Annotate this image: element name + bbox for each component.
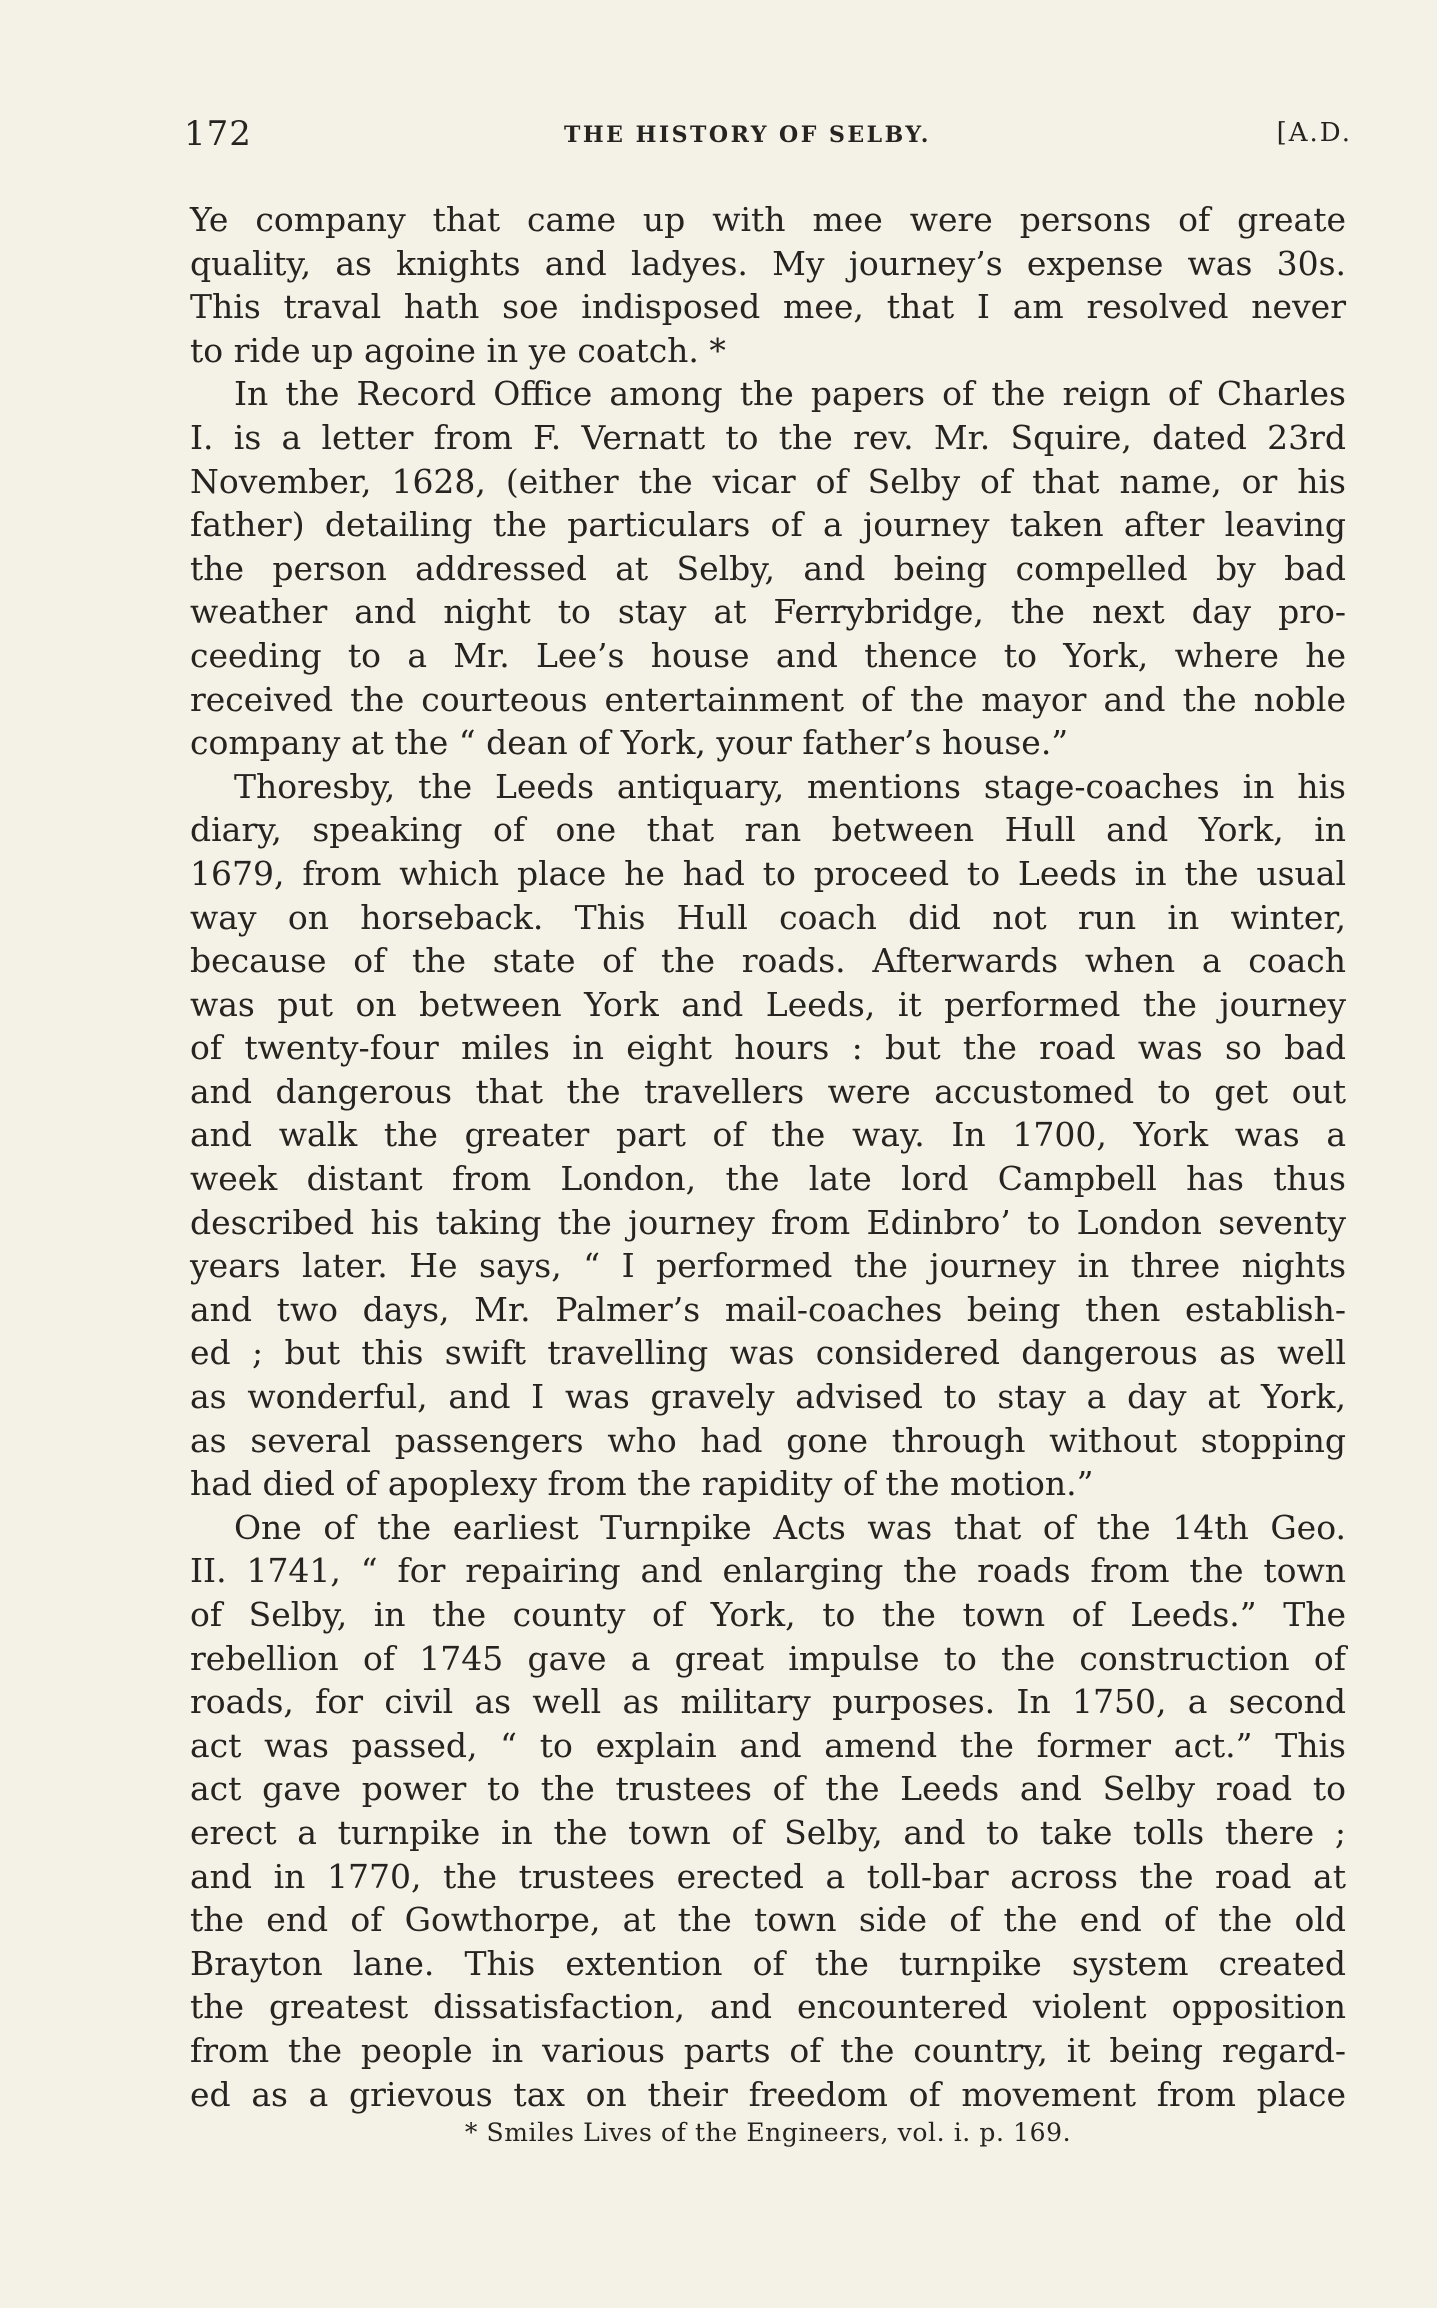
text-line: of Selby, in the county of York, to the town of Leeds.” The bbox=[190, 1595, 1346, 1634]
body-text bbox=[190, 198, 1346, 2116]
text-line: way on horseback. This Hull coach did not run in winter, bbox=[190, 897, 1346, 937]
text-line: Ye company that came up with mee were persons of greate bbox=[190, 200, 1346, 239]
text-line: had died of apoplexy from the rapidity of the motion.” bbox=[190, 1464, 1094, 1504]
text-line: was put on between York and Leeds, it performed the journey bbox=[190, 984, 1346, 1024]
text-line: One of the earliest Turnpike Acts was that of the 14th Geo. bbox=[234, 1507, 1346, 1547]
text-line: Thoresby, the Leeds antiquary, mentions stage-coaches in his bbox=[234, 766, 1346, 806]
text-line: Brayton lane. This extention of the turnpike system created bbox=[190, 1943, 1346, 1983]
text-line: described his taking the journey from Edinbro’ to London seventy bbox=[190, 1202, 1346, 1242]
text-line: roads, for civil as well as military purposes. In 1750, a second bbox=[190, 1682, 1346, 1722]
text-line: as wonderful, and I was gravely advised to stay a day at York, bbox=[190, 1377, 1346, 1417]
text-line: In the Record Office among the papers of the reign of Charles bbox=[234, 374, 1346, 414]
text-line: act gave power to the trustees of the Leeds and Selby road to bbox=[190, 1769, 1346, 1809]
text-line: ed ; but this swift travelling was considered dangerous as well bbox=[190, 1333, 1346, 1373]
text-line: 1679, from which place he had to proceed to Leeds in the usual bbox=[190, 853, 1346, 893]
text-line: as several passengers who had gone through without stopping bbox=[190, 1420, 1346, 1460]
text-line: father) detailing the particulars of a journey taken after leaving bbox=[190, 505, 1346, 545]
running-title: THE HISTORY OF SELBY. bbox=[564, 122, 931, 148]
text-line: the greatest dissatisfaction, and encountered violent opposition bbox=[190, 1987, 1346, 2027]
text-line: the person addressed at Selby, and being compelled by bad bbox=[190, 548, 1346, 588]
text-line: November, 1628, (either the vicar of Selby of that name, or his bbox=[190, 461, 1346, 501]
text-line: II. 1741, “ for repairing and enlarging the roads from the town bbox=[190, 1551, 1346, 1591]
text-line: quality, as knights and ladyes. My journey’s expense was 30s. bbox=[190, 243, 1346, 283]
text-line: rebellion of 1745 gave a great impulse to the construction of bbox=[190, 1638, 1346, 1678]
text-line: of twenty-four miles in eight hours : but the road was so bad bbox=[190, 1028, 1346, 1068]
text-line: and in 1770, the trustees erected a toll-bar across the road at bbox=[190, 1856, 1346, 1896]
section-mark: [A.D. bbox=[1276, 118, 1352, 148]
text-line: company at the “ dean of York, your father’s house.” bbox=[190, 723, 1069, 763]
running-head bbox=[184, 112, 1352, 162]
text-line: and dangerous that the travellers were accustomed to get out bbox=[190, 1071, 1346, 1111]
text-line: and walk the greater part of the way. In 1700, York was a bbox=[190, 1115, 1346, 1155]
text-line: diary, speaking of one that ran between Hull and York, in bbox=[190, 810, 1346, 850]
text-line: erect a turnpike in the town of Selby, and to take tolls there ; bbox=[190, 1812, 1346, 1852]
page-number: 172 bbox=[184, 114, 252, 154]
text-line: received the courteous entertainment of the mayor and the noble bbox=[190, 679, 1346, 719]
text-line: weather and night to stay at Ferrybridge, the next day pro- bbox=[190, 592, 1346, 632]
text-line: week distant from London, the late lord Campbell has thus bbox=[190, 1159, 1346, 1199]
text-line: I. is a letter from F. Vernatt to the rev. Mr. Squire, dated 23rd bbox=[190, 417, 1346, 457]
text-line: ceeding to a Mr. Lee’s house and thence to York, where he bbox=[190, 635, 1346, 675]
text-line: act was passed, “ to explain and amend the former act.” This bbox=[190, 1725, 1346, 1765]
text-line: from the people in various parts of the country, it being regard- bbox=[190, 2030, 1346, 2070]
text-line: years later. He says, “ I performed the journey in three nights bbox=[190, 1246, 1346, 1286]
footnote: * Smiles Lives of the Engineers, vol. i. p. 169. bbox=[464, 2118, 1072, 2147]
text-line: and two days, Mr. Palmer’s mail-coaches being then establish- bbox=[190, 1289, 1346, 1329]
text-line: the end of Gowthorpe, at the town side of the end of the old bbox=[190, 1900, 1346, 1940]
text-line: to ride up agoine in ye coatch. * bbox=[190, 330, 726, 370]
text-line: ed as a grievous tax on their freedom of movement from place bbox=[190, 2074, 1346, 2114]
text-line: This traval hath soe indisposed mee, that I am resolved never bbox=[190, 287, 1346, 327]
text-line: because of the state of the roads. Afterwards when a coach bbox=[190, 941, 1346, 981]
